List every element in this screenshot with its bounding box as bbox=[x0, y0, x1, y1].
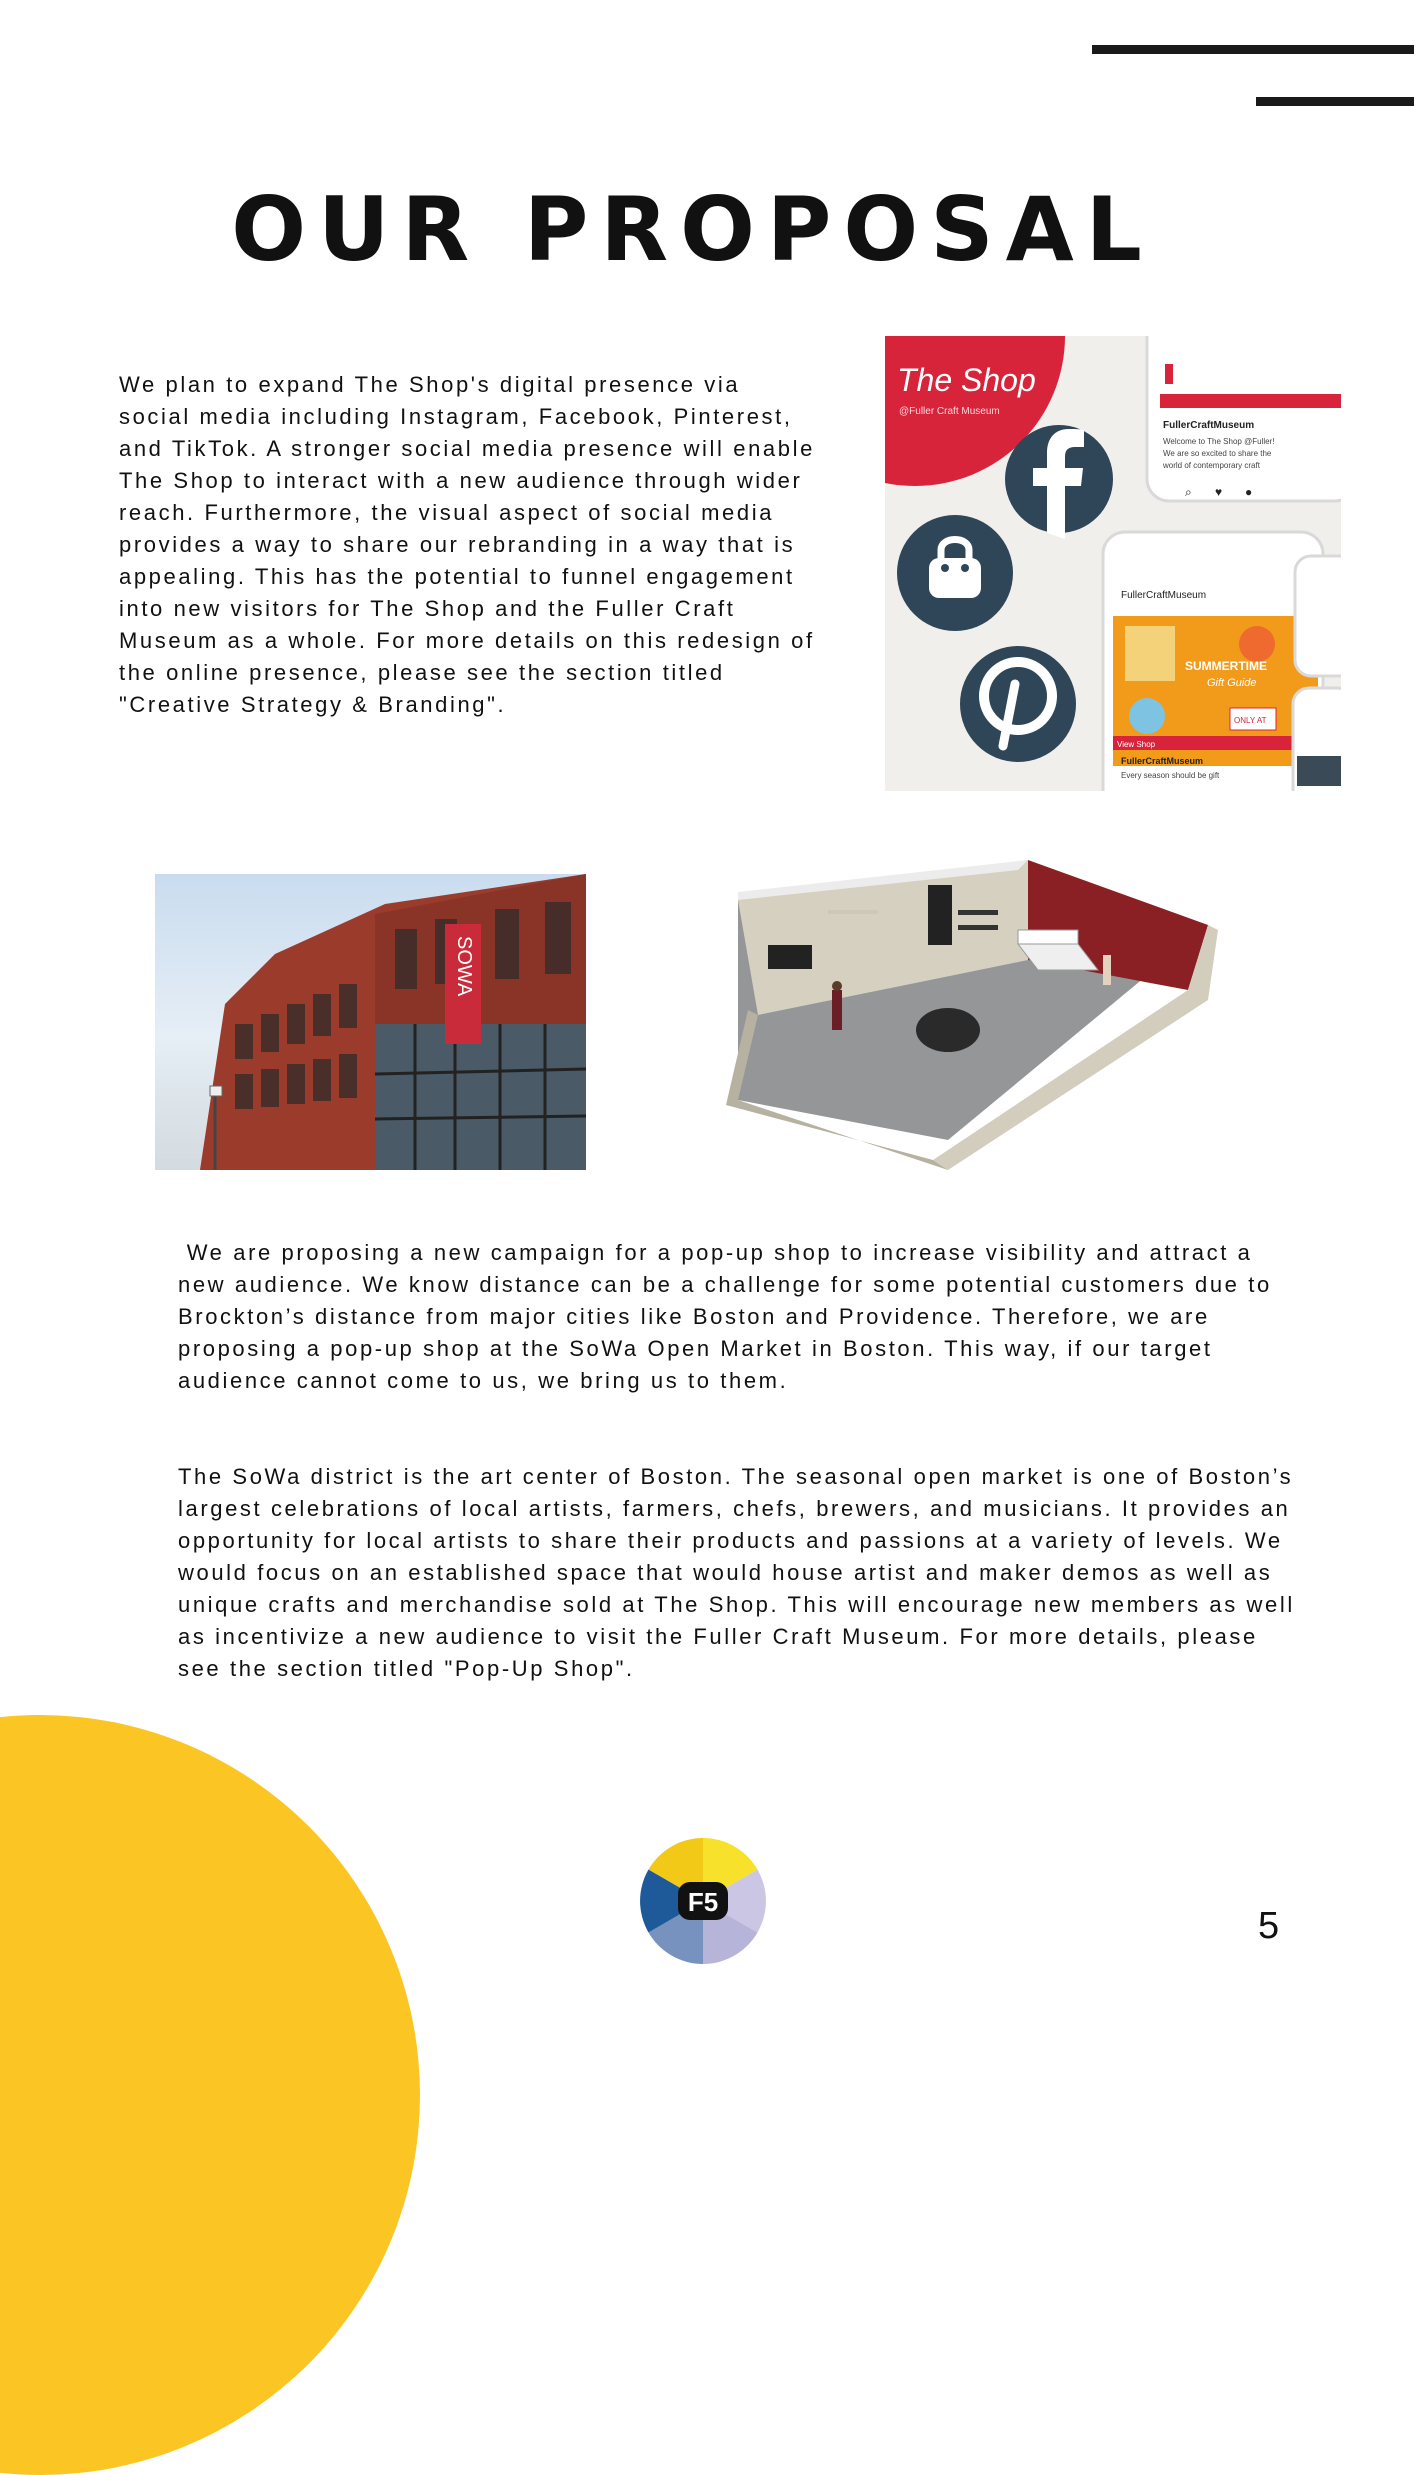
second-caption-line: Every season should be gift bbox=[1121, 771, 1220, 780]
promo-badge: ONLY AT bbox=[1234, 716, 1267, 725]
promo-word: SUMMERTIME bbox=[1185, 659, 1267, 673]
search-icon: ⌕ bbox=[1185, 485, 1192, 499]
sowa-building-photo bbox=[155, 874, 586, 1170]
tv-screen bbox=[768, 945, 812, 969]
logo-text: F5 bbox=[687, 1887, 719, 1917]
sowa-district-paragraph: The SoWa district is the art center of Boston. The seasonal open market is one of Boston’s largest celebrations of local artists, farmers, chefs, brewers, and musicians. It provides an opportunity for local artists to share their products and passions at a variety of levels. We would focus on an established space that would house artist and maker demos as well as unique crafts and merchandise sold at The Shop. This will encourage new members as well as incentivize a new audience to visit the Fuller Craft Museum. For more details, please see the section titled "Pop-Up Shop". bbox=[178, 1464, 1295, 1681]
popup-shop-3d-render bbox=[718, 840, 1218, 1170]
post-caption-line-2: We are so excited to share the bbox=[1163, 449, 1272, 458]
decor-yellow-circle bbox=[0, 1715, 420, 2475]
pinterest-icon bbox=[960, 646, 1076, 762]
account-name-bottom: FullerCraftMuseum bbox=[1121, 756, 1204, 766]
round-ottoman bbox=[916, 1008, 980, 1052]
figure-left bbox=[832, 990, 842, 1030]
page-number: 5 bbox=[1258, 1905, 1280, 1947]
facebook-icon bbox=[1005, 425, 1113, 539]
shop-logo-text: The Shop bbox=[897, 362, 1036, 398]
shopping-bag-icon bbox=[897, 515, 1013, 631]
heart-icon: ♥ bbox=[1215, 485, 1223, 499]
profile-icon: ● bbox=[1245, 485, 1253, 499]
figure-right bbox=[1103, 955, 1111, 985]
decor-bar-top bbox=[1092, 45, 1414, 54]
shop-handle-text: @Fuller Craft Museum bbox=[899, 406, 1000, 417]
decor-bar-bottom bbox=[1256, 97, 1414, 106]
sowa-sign-text: SOWA bbox=[453, 936, 475, 997]
window-frame bbox=[928, 885, 952, 945]
account-name-middle: FullerCraftMuseum bbox=[1121, 590, 1207, 601]
page-title: OUR PROPOSAL bbox=[231, 178, 1154, 281]
account-name-top: FullerCraftMuseum bbox=[1163, 420, 1255, 431]
phone-mockup-middle bbox=[1103, 532, 1323, 791]
post-caption-line-3: world of contemporary craft bbox=[1163, 461, 1260, 470]
promo-sub: Gift Guide bbox=[1207, 677, 1257, 689]
phone-mockup-top bbox=[1147, 336, 1341, 501]
f5-logo bbox=[638, 1836, 768, 1966]
post-caption-line: Welcome to The Shop @Fuller! bbox=[1163, 437, 1275, 446]
intro-paragraph: We plan to expand The Shop's digital presence via social media including Instagram, Facebook, Pinterest, and TikTok. A stronger social media presence will enable The Shop to interact with a new audience through wider reach. Furthermore, the visual aspect of social media provides a way to share our rebranding in a way that is appealing. This has the potential to funnel engagement into new visitors for The Shop and the Fuller Craft Museum as a whole. For more details on this redesign of the online presence, please see the section titled "Creative Strategy & Branding". bbox=[119, 372, 815, 717]
popup-shop-paragraph: We are proposing a new campaign for a pop-up shop to increase visibility and attract a new audience. We know distance can be a challenge for some potential customers due to Brockton’s distance from major cities like Boston and Providence. Therefore, we are proposing a pop-up shop at the SoWa Open Market in Boston. This way, if our target audience cannot come to us, we bring us to them. bbox=[178, 1240, 1281, 1393]
social-media-mockup-image bbox=[885, 336, 1341, 791]
view-shop-text: View Shop bbox=[1117, 740, 1156, 749]
